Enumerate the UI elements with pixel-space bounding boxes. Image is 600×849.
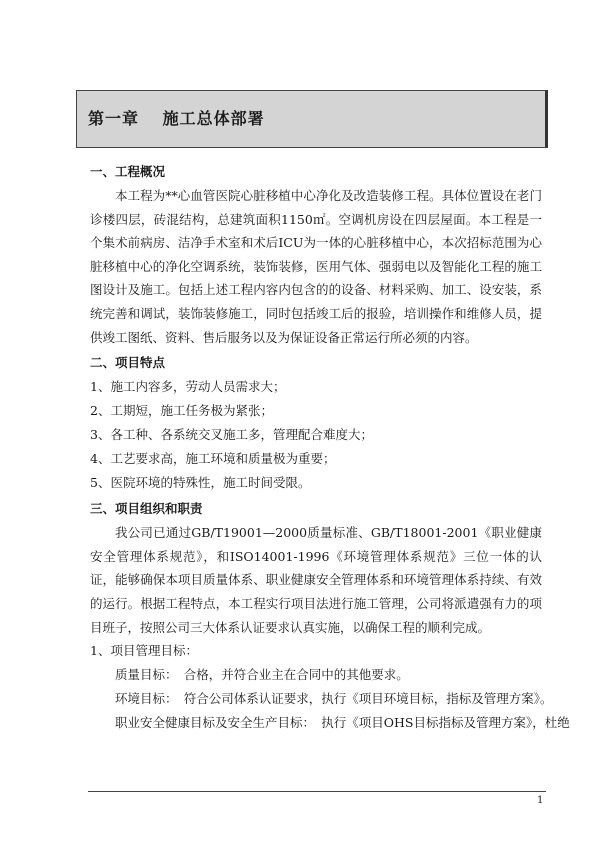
feature-item: 2、工期短，施工任务极为紧张； <box>90 403 273 419</box>
document-body <box>90 160 570 735</box>
feature-item: 5、医院环境的特殊性，施工时间受限。 <box>90 475 311 491</box>
page-number: 1 <box>537 795 544 806</box>
footer-divider <box>88 791 546 792</box>
section-heading-overview: 一、工程概况 <box>90 164 166 179</box>
feature-item: 1、施工内容多，劳动人员需求大； <box>90 379 286 395</box>
feature-item: 3、各工种、各系统交叉施工多，管理配合难度大； <box>90 427 373 443</box>
management-goals-heading: 1、项目管理目标： <box>90 643 198 659</box>
feature-item: 4、工艺要求高，施工环境和质量极为重要； <box>90 451 336 467</box>
goal-item-safety: 职业安全健康目标及安全生产目标： 执行《项目OHS目标指标及管理方案》，杜绝 <box>115 715 570 731</box>
chapter-title: 第一章 施工总体部署 <box>88 109 265 128</box>
goal-item-environment: 环境目标： 符合公司体系认证要求，执行《项目环境目标，指标及管理方案》。 <box>115 691 553 707</box>
goal-item-quality: 质量目标： 合格，并符合业主在合同中的其他要求。 <box>115 667 409 683</box>
section-heading-organization: 三、项目组织和职责 <box>90 501 203 517</box>
organization-paragraph: 我公司已通过GB/T19001—2000质量标准、GB/T18001-2001《职业健康安全管理体系规范》，和ISO14001-1996《环境管理体系规范》三位一体的认证，能够确保本项目质量体系、职业健康安全管理体系和环境管理体系持续、有效的运行。根据工程特点，本工程实行项目法进行施工管理，公司将派遣强有力的项目班子，按照公司三大体系认证要求认真实施，以确保工程的顺利完成。 <box>90 525 542 635</box>
section-heading-features: 二、项目特点 <box>90 355 166 371</box>
overview-paragraph: 本工程为**心血管医院心脏移植中心净化及改造装修工程。具体位置设在老门诊楼四层，砖混结构，总建筑面积1150㎡。空调机房设在四层屋面。本工程是一个集术前病房、洁净手术室和术后ICU为一体的心脏移植中心，本次招标范围为心脏移植中心的净化空调系统，装饰装修，医用气体、强弱电以及智能化工程的施工图设计及施工。包括上述工程内容内包含的的设备、材料采购、加工、设安装，系统完善和调试，装饰装修施工，同时包括竣工后的报验，培训操作和维修人员，提供竣工图纸、资料、售后服务以及为保证设备正常运行所必须的内容。 <box>90 188 542 345</box>
